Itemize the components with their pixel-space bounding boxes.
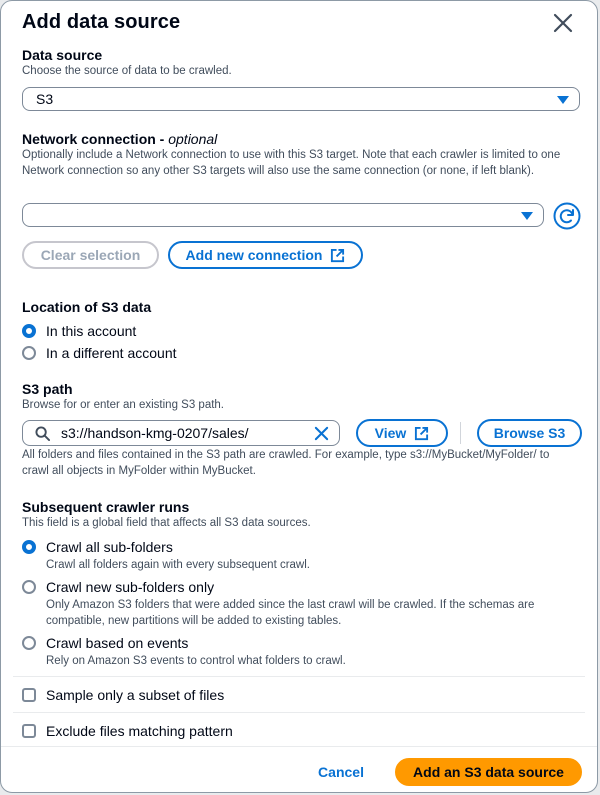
clear-input-icon[interactable] <box>314 426 329 441</box>
radio-label: In this account <box>46 323 137 339</box>
divider <box>13 676 585 677</box>
subsequent-runs-label: Subsequent crawler runs <box>22 499 190 515</box>
exclude-files-checkbox-row[interactable] <box>22 723 233 739</box>
clear-selection-button[interactable] <box>22 241 159 269</box>
radio-description: Rely on Amazon S3 events to control what folders to crawl. <box>46 655 346 667</box>
radio-different-account[interactable] <box>22 344 177 362</box>
submit-label: Add an S3 data source <box>413 764 564 780</box>
radio-crawl-events[interactable] <box>22 634 577 670</box>
location-field <box>22 298 577 316</box>
radio-crawl-new[interactable] <box>22 578 577 629</box>
add-new-connection-label: Add new connection <box>185 247 323 263</box>
footer-divider <box>1 746 597 747</box>
s3-path-help-text: All folders and files contained in the S3 path are crawled. For example, type s3://MyBucket/MyFolder/ to crawl all objects in MyFolder within MyBucket. <box>22 449 550 477</box>
cancel-button[interactable] <box>306 758 376 786</box>
close-button[interactable] <box>551 11 575 35</box>
data-source-select[interactable] <box>22 87 580 111</box>
radio-button[interactable] <box>22 324 36 338</box>
sample-subset-checkbox-row[interactable] <box>22 687 224 703</box>
s3-path-input[interactable] <box>22 420 340 446</box>
data-source-selected-value: S3 <box>36 91 54 107</box>
subsequent-runs-description: This field is a global field that affects all S3 data sources. <box>22 517 311 529</box>
radio-in-this-account[interactable] <box>22 322 136 340</box>
network-connection-select[interactable] <box>22 203 544 227</box>
divider <box>13 712 585 713</box>
external-link-icon <box>414 426 429 441</box>
caret-down-icon <box>557 96 569 104</box>
view-label: View <box>374 425 407 441</box>
network-connection-label-text: Network connection - <box>22 131 169 147</box>
subsequent-runs-field <box>22 498 577 532</box>
modal-header <box>22 9 587 41</box>
s3-path-description: Browse for or enter an existing S3 path. <box>22 399 224 411</box>
radio-label: Crawl all sub-folders <box>46 539 173 555</box>
browse-s3-label: Browse S3 <box>493 425 566 441</box>
radio-label: Crawl new sub-folders only <box>46 579 215 595</box>
refresh-icon <box>553 202 581 230</box>
checkbox[interactable] <box>22 688 36 702</box>
external-link-icon <box>330 248 345 263</box>
radio-description: Only Amazon S3 folders that were added since the last crawl will be crawled. If the schemas are compatible, new partitions will be added to existing tables. <box>46 599 535 627</box>
network-connection-label <box>22 130 577 148</box>
clear-selection-label: Clear selection <box>40 247 141 263</box>
browse-s3-button[interactable] <box>477 419 582 447</box>
s3-path-label: S3 path <box>22 381 73 397</box>
radio-crawl-all[interactable] <box>22 538 577 574</box>
location-label: Location of S3 data <box>22 299 152 315</box>
radio-description: Crawl all folders again with every subsequent crawl. <box>46 559 310 571</box>
radio-label: Crawl based on events <box>46 635 189 651</box>
optional-tag: optional <box>168 131 218 147</box>
radio-button[interactable] <box>22 540 36 554</box>
cancel-label: Cancel <box>318 764 364 780</box>
checkbox-label: Sample only a subset of files <box>46 687 225 703</box>
view-button[interactable] <box>356 419 448 447</box>
radio-label: In a different account <box>46 345 177 361</box>
data-source-description: Choose the source of data to be crawled. <box>22 65 232 77</box>
checkbox[interactable] <box>22 724 36 738</box>
modal-title: Add data source <box>22 11 181 33</box>
close-icon <box>551 11 575 35</box>
radio-button[interactable] <box>22 580 36 594</box>
button-separator <box>460 422 461 444</box>
refresh-button[interactable] <box>553 202 581 230</box>
network-connection-description: Optionally include a Network connection to use with this S3 target. Note that each crawler is limited to one Network connection so any other S3 targets will also use the same connection (or none, if left blank). <box>22 149 561 177</box>
radio-button[interactable] <box>22 346 36 360</box>
network-connection-field <box>22 130 577 179</box>
s3-path-help <box>22 448 577 479</box>
add-new-connection-button[interactable] <box>168 241 363 269</box>
checkbox-label: Exclude files matching pattern <box>46 723 233 739</box>
caret-down-icon <box>521 212 533 220</box>
s3-path-value: s3://handson-kmg-0207/sales/ <box>61 425 249 441</box>
search-icon <box>35 426 50 441</box>
data-source-field <box>22 46 577 80</box>
radio-button[interactable] <box>22 636 36 650</box>
s3-path-field <box>22 380 577 414</box>
add-s3-data-source-button[interactable] <box>395 758 582 786</box>
data-source-label: Data source <box>22 47 103 63</box>
